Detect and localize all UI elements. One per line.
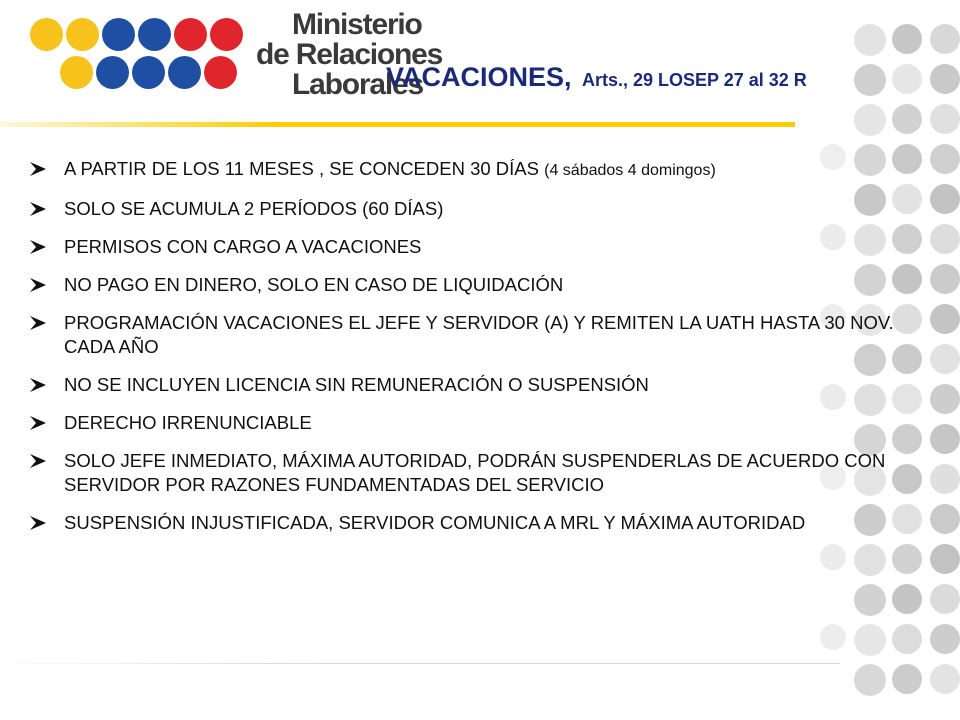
arrow-bullet-icon (30, 416, 46, 430)
arrow-bullet-icon (30, 316, 46, 330)
item-text: A PARTIR DE LOS 11 MESES , SE CONCEDEN 30 DÍAS (64, 158, 545, 179)
ministry-logo (30, 8, 443, 120)
logo-dot (66, 18, 99, 51)
item-text: SOLO JEFE INMEDIATO, MÁXIMA AUTORIDAD, PODRÁN SUSPENDERLAS DE ACUERDO CON SERVIDOR POR RAZONES FUNDAMENTADAS DEL SERVICIO (64, 450, 886, 495)
logo-dot (30, 18, 63, 51)
item-text: NO PAGO EN DINERO, SOLO EN CASO DE LIQUIDACIÓN (64, 274, 564, 295)
list-item (30, 511, 910, 535)
decor-dot (930, 544, 960, 574)
logo-line-2: de Relaciones (256, 38, 443, 71)
decor-dot (930, 24, 960, 54)
footer-divider (0, 663, 840, 664)
decor-dot (930, 264, 960, 294)
logo-dot (168, 56, 201, 89)
decor-dot (892, 624, 922, 654)
decor-dot (892, 584, 922, 614)
decor-dot (854, 624, 886, 656)
list-item (30, 273, 910, 297)
decor-dot (892, 664, 922, 694)
decor-dot (930, 224, 960, 254)
logo-dot (96, 56, 129, 89)
slide-title (386, 62, 807, 93)
item-text: SOLO SE ACUMULA 2 PERÍODOS (60 DÍAS) (64, 198, 444, 219)
decor-dot (854, 104, 886, 136)
arrow-bullet-icon (30, 378, 46, 392)
list-item (30, 235, 910, 259)
decor-dot (820, 624, 846, 650)
item-text: DERECHO IRRENUNCIABLE (64, 412, 312, 433)
decor-dot (930, 424, 960, 454)
decor-dot (854, 64, 886, 96)
decor-dot (930, 464, 960, 494)
logo-dot (132, 56, 165, 89)
list-item (30, 449, 910, 497)
arrow-bullet-icon (30, 202, 46, 216)
decor-dot (930, 304, 960, 334)
logo-line-1: Ministerio (292, 8, 422, 41)
decor-dot (854, 584, 886, 616)
list-item (30, 311, 910, 359)
logo-dots (30, 14, 280, 94)
list-item (30, 411, 910, 435)
decor-dot (930, 144, 960, 174)
decor-dot (930, 584, 960, 614)
arrow-bullet-icon (30, 240, 46, 254)
arrow-bullet-icon (30, 516, 46, 530)
logo-dot (60, 56, 93, 89)
bullet-list (30, 157, 910, 549)
logo-dot (204, 56, 237, 89)
decor-dot (892, 24, 922, 54)
decor-dot (930, 664, 960, 694)
arrow-bullet-icon (30, 162, 46, 176)
logo-dot (102, 18, 135, 51)
list-item (30, 373, 910, 397)
item-note: (4 sábados 4 domingos) (544, 162, 716, 179)
decor-dot (854, 664, 886, 696)
decor-dot (892, 104, 922, 134)
list-item (30, 157, 910, 183)
item-text: PERMISOS CON CARGO A VACACIONES (64, 236, 422, 257)
logo-dot (138, 18, 171, 51)
list-item (30, 197, 910, 221)
title-main: VACACIONES, (386, 62, 572, 92)
decor-dot (930, 624, 960, 654)
logo-dot (210, 18, 243, 51)
logo-line-3: Laborales (292, 68, 423, 101)
decor-dot (930, 64, 960, 94)
decor-dot (854, 24, 886, 56)
item-text: NO SE INCLUYEN LICENCIA SIN REMUNERACIÓN O SUSPENSIÓN (64, 374, 649, 395)
logo-dot (174, 18, 207, 51)
decor-dot (930, 504, 960, 534)
decor-dot (892, 64, 922, 94)
header-divider (0, 122, 795, 127)
item-text: SUSPENSIÓN INJUSTIFICADA, SERVIDOR COMUNICA A MRL Y MÁXIMA AUTORIDAD (64, 512, 806, 533)
decor-dot (930, 184, 960, 214)
title-subtitle: Arts., 29 LOSEP 27 al 32 R (581, 70, 807, 90)
item-text: PROGRAMACIÓN VACACIONES EL JEFE Y SERVIDOR (A) Y REMITEN LA UATH HASTA 30 NOV. CADA AÑO (64, 312, 894, 357)
decor-dot (930, 344, 960, 374)
arrow-bullet-icon (30, 454, 46, 468)
decor-dot (930, 384, 960, 414)
arrow-bullet-icon (30, 278, 46, 292)
decor-dot (930, 104, 960, 134)
